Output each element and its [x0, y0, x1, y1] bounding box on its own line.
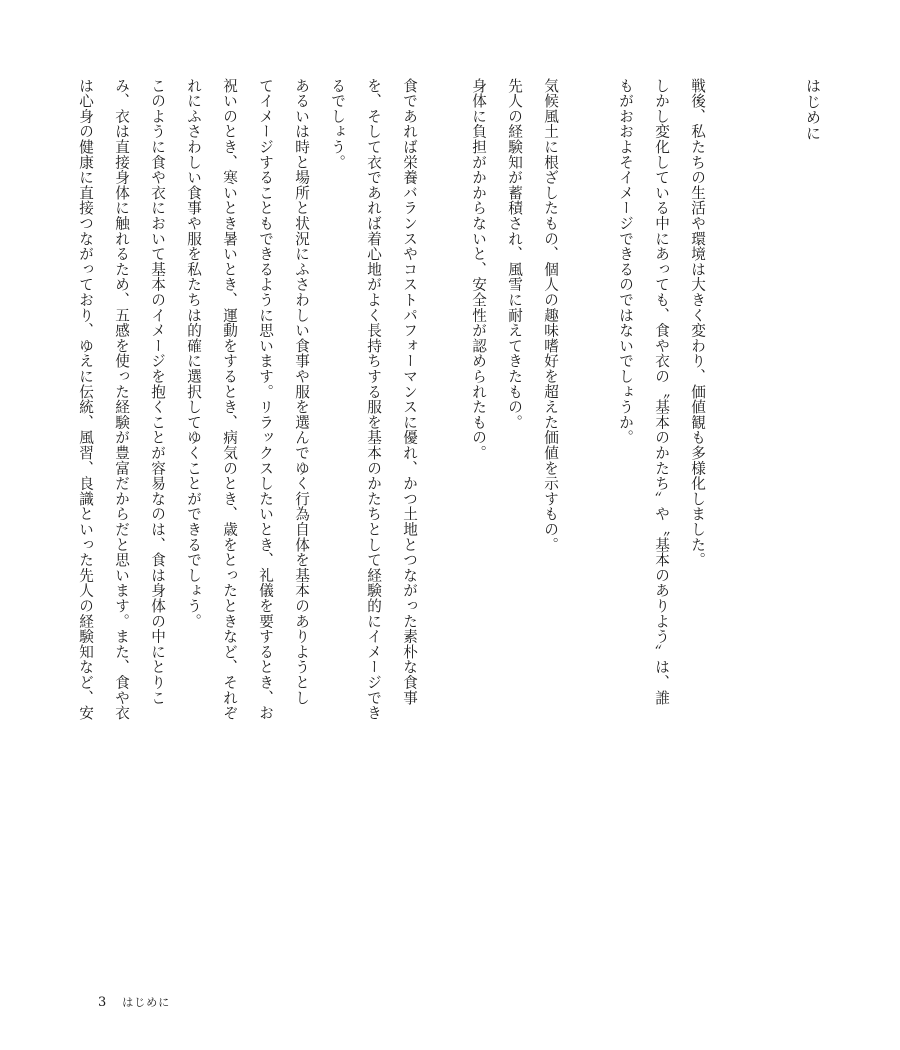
chapter-heading: はじめに [804, 78, 822, 141]
text-line: あるいは時と場所と状況にふさわしい食事や服を選んでゆく行為自体を基本のありようとし [293, 78, 310, 706]
text-line: 先人の経験知が蓄積され、風雪に耐えてきたもの。 [506, 78, 523, 430]
text-line: 戦後、私たちの生活や環境は大きく変わり、価値観も多様化しました。 [689, 78, 706, 568]
text-line: るでしょう。 [329, 78, 346, 170]
text-line: もがおおよそイメージできるのではないでしょうか。 [617, 78, 634, 446]
text-line: れにふさわしい食事や服を私たちは的確に選択してゆくことができるでしょう。 [185, 78, 202, 629]
text-line: を、そして衣であれば着心地がよく長持ちする服を基本のかたちとして経験的にイメージでき [365, 78, 382, 721]
text-line: 祝いのとき、寒いとき暑いとき、運動をするとき、病気のとき、歳をとったときなど、それぞ [221, 78, 238, 721]
text-line: み、衣は直接身体に触れるため、五感を使った経験が豊富だからだと思います。また、食や衣 [113, 78, 130, 721]
text-line: このように食や衣において基本のイメージを抱くことが容易なのは、食は身体の中にとりこ [149, 78, 166, 706]
running-title: はじめに [122, 996, 171, 1009]
text-line: 身体に負担がかからないと、安全性が認められたもの。 [470, 78, 487, 461]
text-line: は心身の健康に直接つながっており、ゆえに伝統、風習、良識といった先人の経験知など、安 [77, 78, 94, 721]
page-number: 3 [98, 995, 107, 1010]
text-line: 食であれば栄養バランスやコストパフォーマンスに優れ、かつ土地とつながった素朴な食事 [401, 78, 418, 706]
text-line: しかし変化している中にあっても、食や衣の〝基本のかたち〟や〝基本のありよう〟は、誰 [653, 78, 670, 706]
text-line: 気候風土に根ざしたもの、個人の趣味嗜好を超えた価値を示すもの。 [542, 78, 559, 553]
text-line: てイメージすることもできるように思います。リラックスしたいとき、礼儀を要するとき、お [257, 78, 274, 721]
page-footer [98, 994, 170, 1010]
